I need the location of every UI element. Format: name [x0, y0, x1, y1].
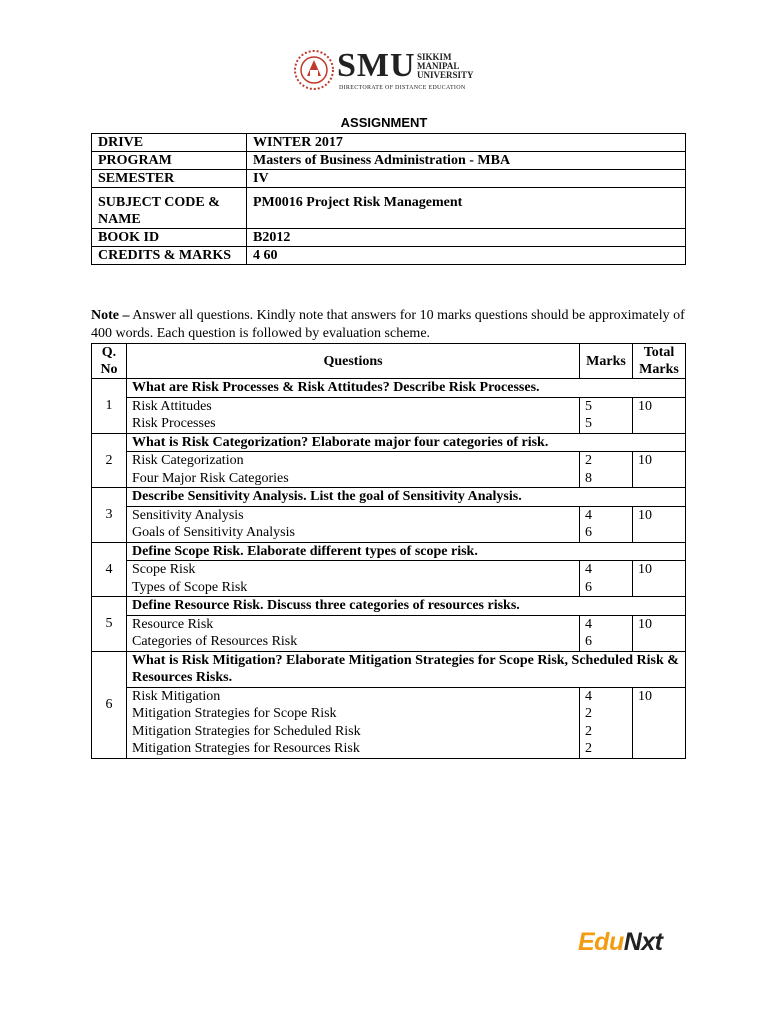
evaluation-part: Goals of Sensitivity Analysis: [132, 525, 295, 540]
question-number: 5: [92, 597, 127, 652]
part-marks: [580, 397, 633, 433]
assignment-info-table: [91, 133, 686, 265]
evaluation-part: Types of Scope Risk: [132, 579, 248, 595]
question-text: Define Resource Risk. Discuss three categories of resources risks.: [127, 597, 686, 616]
evaluation-parts: [127, 561, 580, 597]
university-logo: [293, 46, 483, 96]
brand-part-edu: Edu: [578, 928, 624, 956]
evaluation-row: [92, 687, 686, 758]
note-text: Answer all questions. Kindly note that answers for 10 marks questions should be approximately of 400 words. Each question is followed by evaluation scheme.: [91, 308, 685, 341]
info-key: BOOK ID: [92, 229, 247, 247]
evaluation-parts: [127, 506, 580, 542]
header-total: Total Marks: [633, 344, 686, 379]
info-value: 4 60: [247, 247, 686, 265]
evaluation-row: [92, 452, 686, 488]
info-row: [92, 134, 686, 152]
header-marks: Marks: [580, 344, 633, 379]
evaluation-row: [92, 397, 686, 433]
evaluation-row: [92, 506, 686, 542]
info-row: [92, 229, 686, 247]
evaluation-parts: [127, 615, 580, 651]
info-key: SUBJECT CODE & NAME: [92, 188, 247, 229]
part-mark: 6: [585, 579, 592, 595]
part-mark: 5: [585, 398, 592, 414]
part-mark: 4: [585, 562, 592, 577]
question-row: [92, 542, 686, 561]
info-value: IV: [247, 170, 686, 188]
info-row: [92, 247, 686, 265]
info-key: CREDITS & MARKS: [92, 247, 247, 265]
question-number: 2: [92, 433, 127, 488]
evaluation-part: Risk Processes: [132, 416, 216, 431]
info-value: WINTER 2017: [247, 134, 686, 152]
evaluation-part: Risk Attitudes: [132, 398, 212, 414]
question-row: [92, 488, 686, 507]
evaluation-part: Risk Mitigation: [132, 688, 221, 704]
question-row: [92, 379, 686, 398]
part-marks: [580, 452, 633, 488]
evaluation-part: Scope Risk: [132, 562, 196, 577]
question-number: 4: [92, 542, 127, 597]
part-mark: 4: [585, 507, 592, 523]
info-value: Masters of Business Administration - MBA: [247, 152, 686, 170]
logo-line: SIKKIM: [417, 52, 452, 62]
evaluation-part: Categories of Resources Risk: [132, 634, 298, 649]
part-mark: 2: [585, 453, 592, 468]
question-number: 3: [92, 488, 127, 543]
evaluation-part: Mitigation Strategies for Scheduled Risk: [132, 723, 361, 739]
total-marks: 10: [633, 397, 686, 433]
part-mark: 4: [585, 616, 592, 632]
brand-part-nxt: Nxt: [623, 928, 663, 956]
evaluation-parts: [127, 452, 580, 488]
part-marks: [580, 615, 633, 651]
total-marks: 10: [633, 452, 686, 488]
header-questions: Questions: [127, 344, 580, 379]
evaluation-parts: [127, 687, 580, 758]
evaluation-part: Resource Risk: [132, 616, 214, 632]
question-text: What is Risk Categorization? Elaborate major four categories of risk.: [127, 433, 686, 452]
instructions-note: [91, 307, 691, 343]
info-value: PM0016 Project Risk Management: [247, 188, 686, 229]
info-key: SEMESTER: [92, 170, 247, 188]
part-marks: [580, 561, 633, 597]
question-text: Describe Sensitivity Analysis. List the goal of Sensitivity Analysis.: [127, 488, 686, 507]
questions-table: [91, 343, 686, 759]
total-marks: 10: [633, 561, 686, 597]
question-row: [92, 597, 686, 616]
part-marks: [580, 687, 633, 758]
question-text: What is Risk Mitigation? Elaborate Mitigation Strategies for Scope Risk, Scheduled Risk & Resources Risks.: [127, 651, 686, 687]
question-text: What are Risk Processes & Risk Attitudes? Describe Risk Processes.: [127, 379, 686, 398]
question-number: 6: [92, 651, 127, 758]
edunxt-logo: [578, 928, 663, 957]
info-key: PROGRAM: [92, 152, 247, 170]
question-number: 1: [92, 379, 127, 434]
evaluation-part: Risk Categorization: [132, 453, 244, 468]
part-mark: 5: [585, 416, 592, 431]
total-marks: 10: [633, 615, 686, 651]
part-mark: 6: [585, 634, 592, 649]
header-qno: Q. No: [92, 344, 127, 379]
logo-smu-text: SMU: [337, 47, 416, 84]
evaluation-row: [92, 615, 686, 651]
evaluation-parts: [127, 397, 580, 433]
info-row: [92, 152, 686, 170]
info-key: DRIVE: [92, 134, 247, 152]
evaluation-part: Four Major Risk Categories: [132, 470, 289, 486]
question-row: [92, 651, 686, 687]
question-text: Define Scope Risk. Elaborate different types of scope risk.: [127, 542, 686, 561]
part-mark: 2: [585, 706, 592, 721]
page-title: ASSIGNMENT: [340, 115, 428, 130]
note-label: Note –: [91, 308, 130, 323]
smu-emblem-icon: [293, 48, 335, 92]
evaluation-row: [92, 561, 686, 597]
question-row: [92, 433, 686, 452]
info-value: B2012: [247, 229, 686, 247]
part-mark: 2: [585, 741, 592, 756]
part-mark: 2: [585, 723, 592, 739]
part-mark: 8: [585, 470, 592, 486]
total-marks: 10: [633, 687, 686, 758]
part-marks: [580, 506, 633, 542]
logo-line: UNIVERSITY: [417, 70, 474, 80]
evaluation-part: Sensitivity Analysis: [132, 507, 244, 523]
part-mark: 6: [585, 525, 592, 540]
info-row: [92, 170, 686, 188]
part-mark: 4: [585, 688, 592, 704]
evaluation-part: Mitigation Strategies for Resources Risk: [132, 741, 360, 756]
total-marks: 10: [633, 506, 686, 542]
logo-subtitle: DIRECTORATE OF DISTANCE EDUCATION: [339, 85, 466, 91]
info-row: [92, 188, 686, 229]
evaluation-part: Mitigation Strategies for Scope Risk: [132, 706, 337, 721]
logo-line: MANIPAL: [417, 61, 460, 71]
logo-university-name: [417, 53, 477, 80]
